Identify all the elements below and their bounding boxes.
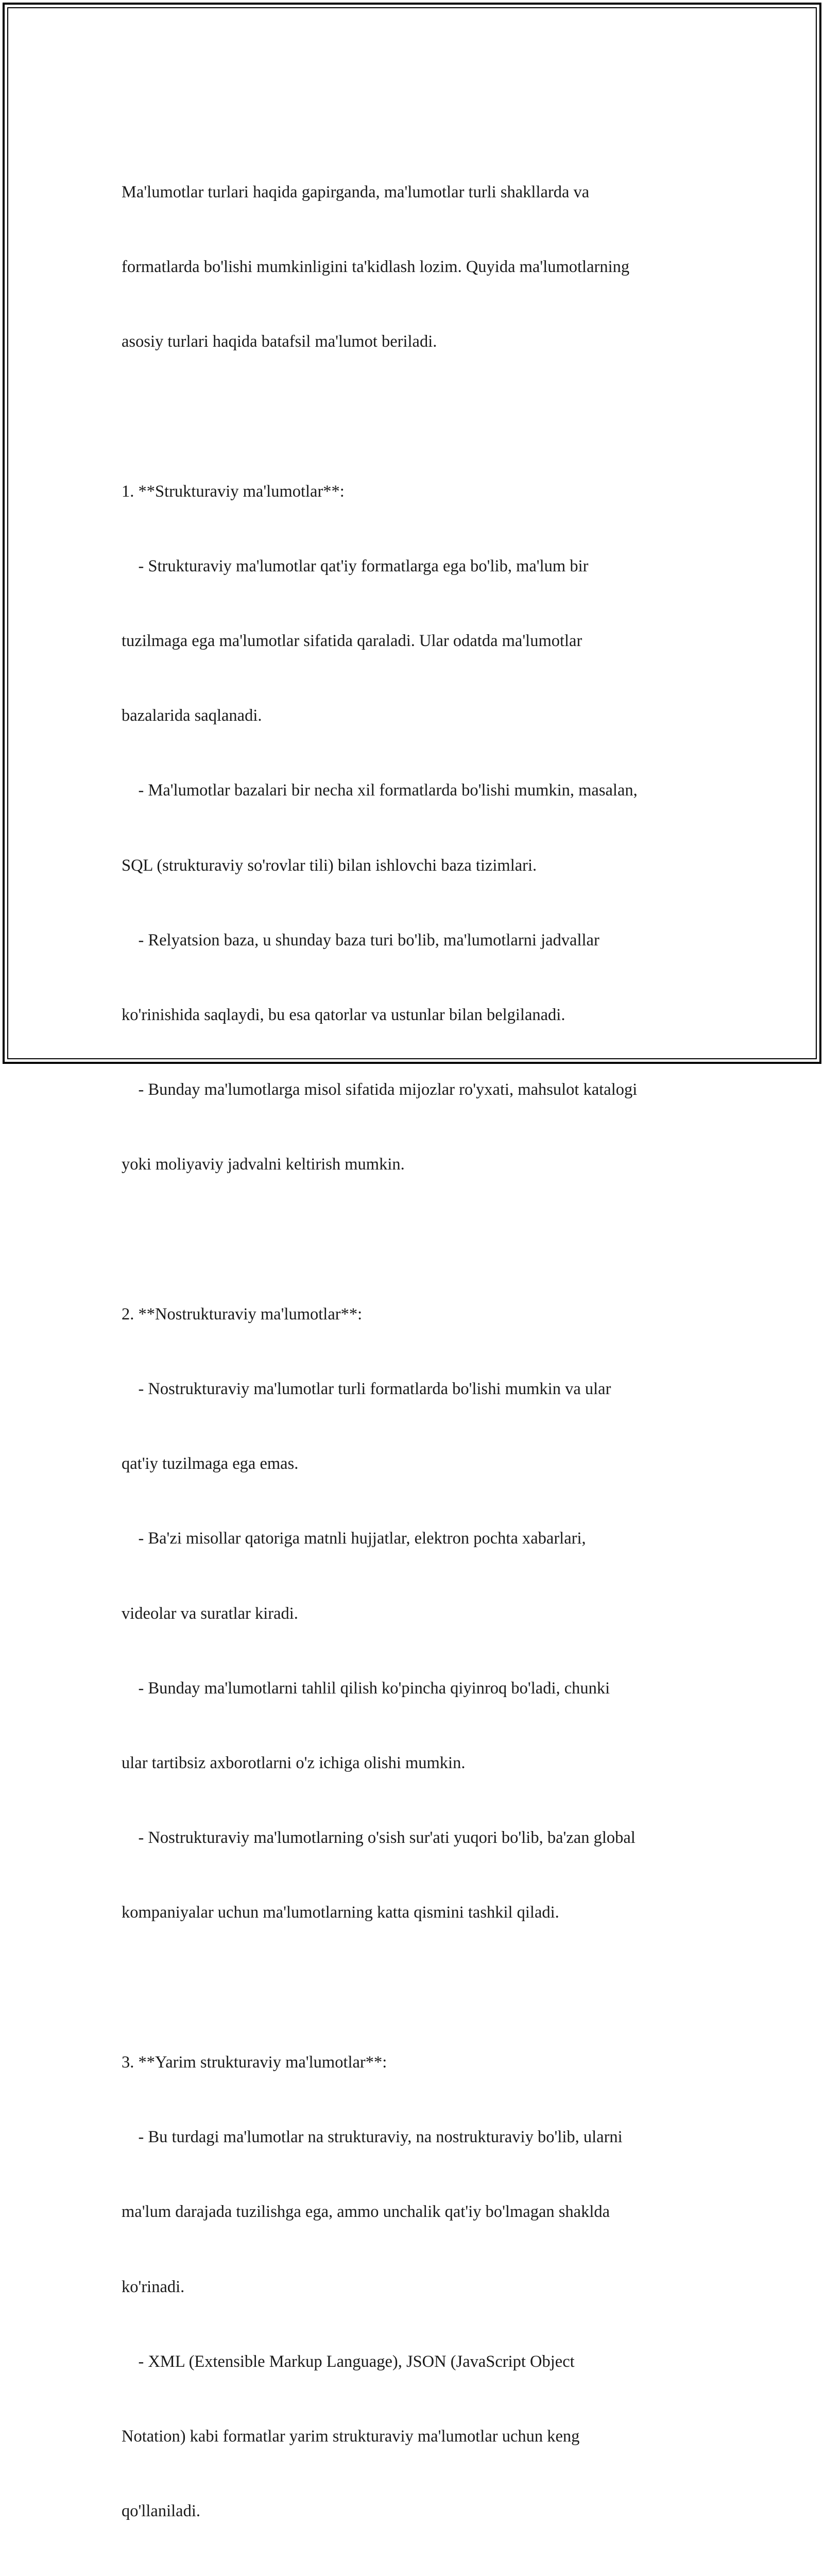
blank-line: [122, 404, 714, 429]
text-line: - Ba'zi misollar qatoriga matnli hujjatlar, elektron pochta xabarlari,: [122, 1529, 586, 1548]
text-line: - Nostrukturaviy ma'lumotlarning o'sish sur'ati yuqori bo'lib, ba'zan global: [122, 1828, 636, 1848]
section-heading-2: 2. **Nostrukturaviy ma'lumotlar**:: [122, 1304, 363, 1324]
text-line: - Ma'lumotlar bazalari bir necha xil formatlarda bo'lishi mumkin, masalan,: [122, 781, 638, 800]
blank-line: [122, 1975, 714, 2000]
section-heading-3: 3. **Yarim strukturaviy ma'lumotlar**:: [122, 2053, 387, 2072]
text-line: asosiy turlari haqida batafsil ma'lumot beriladi.: [122, 332, 437, 351]
text-line: bazalarida saqlanadi.: [122, 706, 262, 725]
text-line: qo'llaniladi.: [122, 2502, 200, 2521]
section-heading-1: 1. **Strukturaviy ma'lumotlar**:: [122, 482, 345, 501]
text-line: - Bu turdagi ma'lumotlar na strukturaviy, na nostrukturaviy bo'lib, ularni: [122, 2128, 623, 2147]
text-line: ular tartibsiz axborotlarni o'z ichiga olishi mumkin.: [122, 1754, 466, 1773]
text-line: - Nostrukturaviy ma'lumotlar turli formatlarda bo'lishi mumkin va ular: [122, 1380, 611, 1399]
document-body: [122, 130, 714, 2576]
text-line: ko'rinadi.: [122, 2277, 185, 2296]
text-line: [122, 2573, 714, 2576]
text-line: Notation) kabi formatlar yarim strukturaviy ma'lumotlar uchun keng: [122, 2427, 580, 2446]
text-line: - Bunday ma'lumotlarni tahlil qilish ko'pincha qiyinroq bo'ladi, chunki: [122, 1679, 610, 1698]
text-line: - Strukturaviy ma'lumotlar qat'iy formatlarga ega bo'lib, ma'lum bir: [122, 556, 589, 575]
text-line: SQL (strukturaviy so'rovlar tili) bilan ishlovchi baza tizimlari.: [122, 856, 537, 875]
text-line: - Relyatsion baza, u shunday baza turi bo'lib, ma'lumotlarni jadvallar: [122, 930, 599, 950]
text-line: - Bunday ma'lumotlarga misol sifatida mijozlar ro'yxati, mahsulot katalogi: [122, 1080, 638, 1099]
text-line: yoki moliyaviy jadvalni keltirish mumkin.: [122, 1155, 405, 1174]
text-line: tuzilmaga ega ma'lumotlar sifatida qaraladi. Ular odatda ma'lumotlar: [122, 632, 582, 651]
blank-line: [122, 1227, 714, 1252]
text-line: Ma'lumotlar turlari haqida gapirganda, ma'lumotlar turli shakllarda va: [122, 182, 590, 201]
text-line: ko'rinishida saqlaydi, bu esa qatorlar va ustunlar bilan belgilanadi.: [122, 1006, 565, 1025]
text-line: ma'lum darajada tuzilishga ega, ammo unchalik qat'iy bo'lmagan shaklda: [122, 2202, 610, 2222]
text-line: formatlarda bo'lishi mumkinligini ta'kidlash lozim. Quyida ma'lumotlarning: [122, 258, 630, 277]
text-line: - XML (Extensible Markup Language), JSON (JavaScript Object: [122, 2352, 575, 2371]
text-line: kompaniyalar uchun ma'lumotlarning katta qismini tashkil qiladi.: [122, 1903, 559, 1922]
text-line: videolar va suratlar kiradi.: [122, 1604, 298, 1623]
text-line: qat'iy tuzilmaga ega emas.: [122, 1454, 299, 1473]
